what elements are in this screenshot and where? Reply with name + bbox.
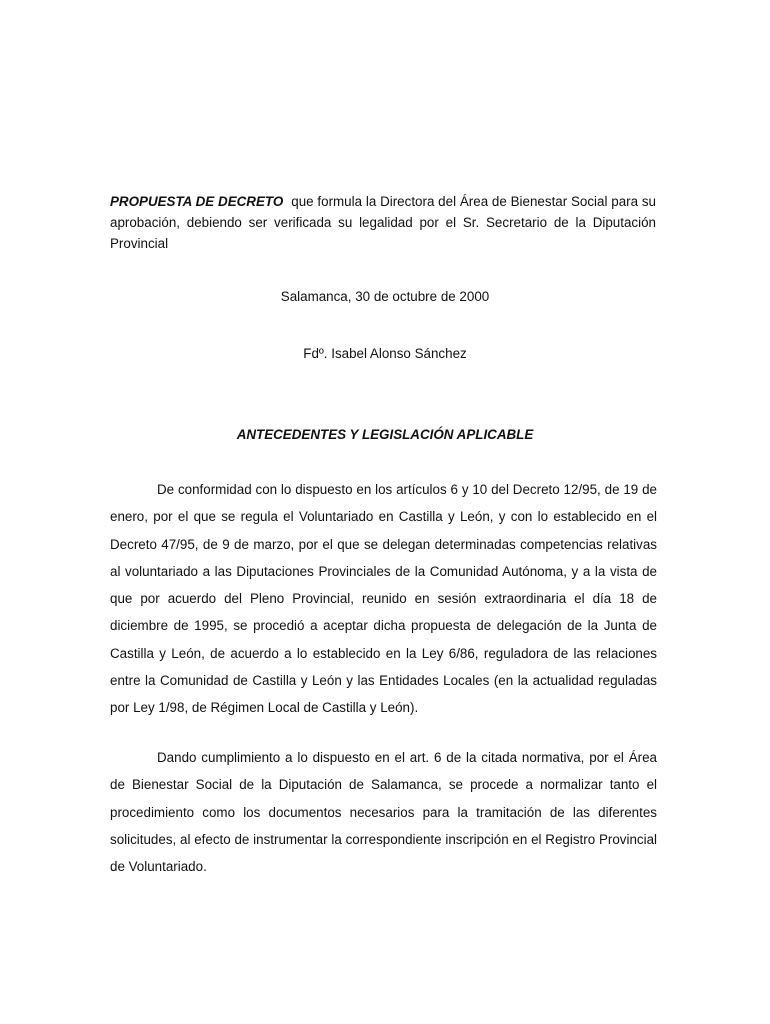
decree-proposal-text: que formula la Directora del Área de Bienestar Social para su aprobación, debiendo ser verificada su legalidad por el Sr. Secretario de la Diputación Provincial (110, 194, 656, 251)
place-date: Salamanca, 30 de octubre de 2000 (280, 289, 490, 304)
decree-proposal-header (110, 191, 656, 254)
decree-proposal-title: PROPUESTA DE DECRETO (110, 194, 284, 209)
paragraph-antecedentes (110, 476, 657, 722)
paragraph-cumplimiento (110, 744, 657, 880)
signature: Fdº. Isabel Alonso Sánchez (303, 346, 467, 361)
section-heading: ANTECEDENTES Y LEGISLACIÓN APLICABLE (236, 427, 534, 442)
paragraph-text: Dando cumplimiento a lo dispuesto en el art. 6 de la citada normativa, por el Área de Bienestar Social de la Diputación de Salamanca, se procede a normalizar tanto el procedimiento como los documentos necesarios para la tramitación de las diferentes solicitudes, al efecto de instrumentar la correspondiente inscripción en el Registro Provincial de Voluntariado. (110, 750, 657, 875)
paragraph-text: De conformidad con lo dispuesto en los artículos 6 y 10 del Decreto 12/95, de 19 de enero, por el que se regula el Voluntariado en Castilla y León, y con lo establecido en el Decreto 47/95, de 9 de marzo, por el que se delegan determinadas competencias relativas al voluntariado a las Diputaciones Provinciales de la Comunidad Autónoma, y a la vista de que por acuerdo del Pleno Provincial, reunido en sesión extraordinaria el día 18 de diciembre de 1995, se procedió a aceptar dicha propuesta de delegación de la Junta de Castilla y León, de acuerdo a lo establecido en la Ley 6/86, reguladora de las relaciones entre la Comunidad de Castilla y León y las Entidades Locales (en la actualidad reguladas por Ley 1/98, de Régimen Local de Castilla y León). (110, 482, 657, 716)
